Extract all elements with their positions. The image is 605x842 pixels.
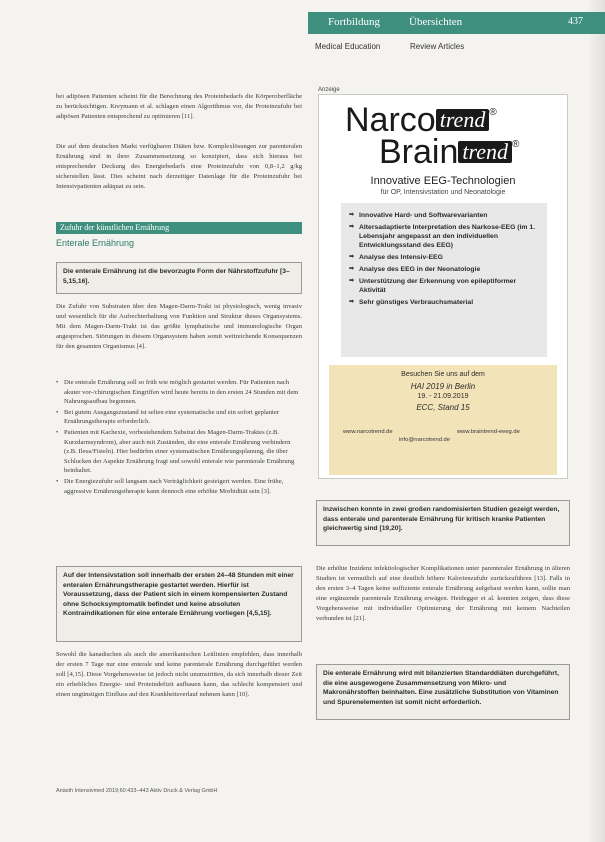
feature-item: ➡ Analyse des EEG in der Neonatologie	[349, 265, 539, 274]
feature-item: ➡ Sehr günstiges Verbrauchsmaterial	[349, 298, 539, 307]
ad-tagline: Innovative EEG-Technologien	[370, 175, 516, 187]
feature-item: ➡ Altersadaptierte Interpretation des Narkose-EEG (im 1. Lebensjahr angepasst an den individuellen Entwicklungsstand des EEG)	[349, 223, 539, 250]
promo-dates: 19. - 21.09.2019	[417, 393, 469, 400]
feature-item: ➡ Unterstützung der Erkennung von epileptiformer Aktivität	[349, 277, 539, 295]
key-statement-box: Die enterale Ernährung ist die bevorzugte Form der Nährstoffzufuhr [3–5,15,16].	[56, 262, 302, 294]
intro-paragraph: bei adipösen Patienten scheint für die Berechnung des Proteinbedarfs die Körperoberfläche zu berücksichtigen. Kreymann et al. schlagen einen Algorithmus vor, die Proteinzufuhr bei adipösen Patienten entsprechend zu optimieren [11].	[56, 93, 302, 120]
ad-label: Anzeige	[318, 87, 340, 93]
complications-paragraph: Die erhöhte Inzidenz infektiologischer Komplikationen unter parenteraler Ernährung in älteren Studien ist vermutlich auf eine deutlich höhere Kalorienzufuhr zurückzuführen [13]. Falls in den ersten 3–4 Tagen keine suffiziente enterale Ernährung aufgebaut werden kann, sollte man eine ergänzende parenterale Ernährung erwägen. Heidegger et al. konnten zeigen, dass diese Vorgehensweise mit individueller Optimierung der Ernährung mit keinem Nachteilen verbunden ist [21].	[316, 565, 570, 622]
key-statement-box: Die enterale Ernährung wird mit bilanzierten Standarddiäten durchgeführt, die eine ausgewogene Zusammensetzung von Mikro- und Makronährstoffen beinhalten. Eine zusätzliche Substitution von Vitaminen und Spurenelementen ist somit nicht erforderlich.	[316, 664, 570, 720]
market-paragraph: Die auf dem deutschen Markt verfügbaren Diäten bzw. Komplexlösungen zur parenteralen Ernährung sind in ihrer Zusammensetzung so konzipiert, dass sich hieraus bei entsprechender Deckung des Energiebedarfs eine Proteinzufuhr von 0,8–1,2 g/kg sicherstellen lässt. Dies scheint nach derzeitiger Datenlage für die Proteinzufuhr bei Intensivpatienten adäquat zu sein.	[56, 143, 302, 190]
list-item: • Bei gutem Ausgangszustand ist selten eine systematische und ein sofort geplanter Ernährungstherapie erforderlich.	[56, 408, 302, 427]
ad-subtagline: für OP, Intensivstation und Neonatologie	[380, 189, 506, 196]
page-edge-shadow	[587, 0, 605, 842]
feature-item: ➡ Analyse des Intensiv-EEG	[349, 253, 539, 262]
header-subsection: Übersichten	[409, 16, 463, 28]
header-section: Fortbildung	[328, 16, 380, 28]
running-header	[308, 12, 605, 34]
recommendation-list	[56, 378, 302, 497]
list-item: • Die Energiezufuhr soll langsam nach Verträglichkeit gesteigert werden. Eine frühe, aggressive Ernährungstherapie kann dennoch eine erhöhte Morbidität sein [3].	[56, 477, 302, 496]
advertisement	[318, 94, 568, 479]
guidelines-paragraph: Sowohl die kanadischen als auch die amerikanischen Leitlinien empfehlen, dass innerhalb der ersten 7 Tage nur eine enterale und keine parenterale Ernährung durchgeführt werden soll [4,15]. Diese Vorgehensweise ist jedoch nicht unumstritten, da sich innerhalb dieser Zeit ein erhebliches Energie- und Proteindefizit aufbauen kann, das schlecht kompensiert und einen ungünstigen Einfluss auf den Krankheitsverlauf nehmen kann [10].	[56, 651, 302, 698]
section-heading: Zufuhr der künstlichen Ernährung	[56, 222, 302, 234]
subsection-heading: Enterale Ernährung	[56, 238, 135, 248]
header-en-section: Medical Education	[315, 42, 381, 51]
promo-invite: Besuchen Sie uns auf dem	[401, 371, 485, 378]
enteral-paragraph: Die Zufuhr von Substraten über den Magen-Darm-Trakt ist physiologisch, wenig invasiv und wesentlich für die Aufrechterhaltung von Funktion und Struktur dieses Organsystems. Mit dem Magen-Darm-Trakt ist das größte lymphatische und immunologische Organ angesprochen. Störungen in diesem Organsystem haben somit weitreichende Konsequenzen für den gesamten Organismus [4].	[56, 303, 302, 350]
promo-event: HAI 2019 in Berlin	[410, 382, 476, 391]
promo-stand: ECC, Stand 15	[416, 403, 470, 412]
page-number: 437	[568, 16, 583, 27]
key-statement-box: Auf der Intensivstation soll innerhalb der ersten 24–48 Stunden mit einer enteralen Ernährungstherapie gestartet werden. Hierfür ist Voraussetzung, dass der Patient sich in einem kompensierten Zustand ohne Schocksymptomatik befindet und keine absoluten Kontraindikationen für eine enterale Ernährung vorliegen [4,5,15].	[56, 566, 302, 642]
feature-list	[341, 203, 547, 357]
event-promo	[329, 365, 557, 475]
key-statement-box: Inzwischen konnte in zwei großen randomisierten Studien gezeigt werden, dass enterale und parenterale Ernährung für kritisch kranke Patienten gleichwertig sind [19,20].	[316, 500, 570, 546]
website-link[interactable]: www.narcotrend.de	[343, 429, 393, 435]
header-en-subsection: Review Articles	[410, 42, 465, 51]
narcotrend-logo: Narco trend ®	[345, 101, 497, 139]
feature-item: ➡ Innovative Hard- und Softwarevarianten	[349, 211, 539, 220]
page-footer: Anästh Intensivmed 2019;60:433–443 Aktiv Druck & Verlag GmbH	[56, 788, 218, 794]
list-item: • Patienten mit Kachexie, vorbestehendem Substrat des Magen-Darm-Traktes (z.B. Kurzdarmsyndrom), aber auch mit Zuständen, die eine enterale Ernährung verhindern (z.B. Ileus/Fisteln). Hier bedürfen einer systematischen Ernährungsplanung, die über Schlucken der Aspekte Ernährung fragt und sowohl enterale wie parenterale Ernährung beinhaltet.	[56, 428, 302, 476]
list-item: • Die enterale Ernährung soll so früh wie möglich gestartet werden. Für Patienten nach akuter vor-/chirurgischen Eingriffen wird heute bereits in den ersten 24 Stunden mit dem Nahrungsaufbau begonnen.	[56, 378, 302, 407]
email-link[interactable]: info@narcotrend.de	[399, 437, 451, 443]
website-link[interactable]: www.braintrend-eeeg.de	[457, 429, 520, 435]
braintrend-logo: Brain trend ®	[379, 133, 520, 171]
